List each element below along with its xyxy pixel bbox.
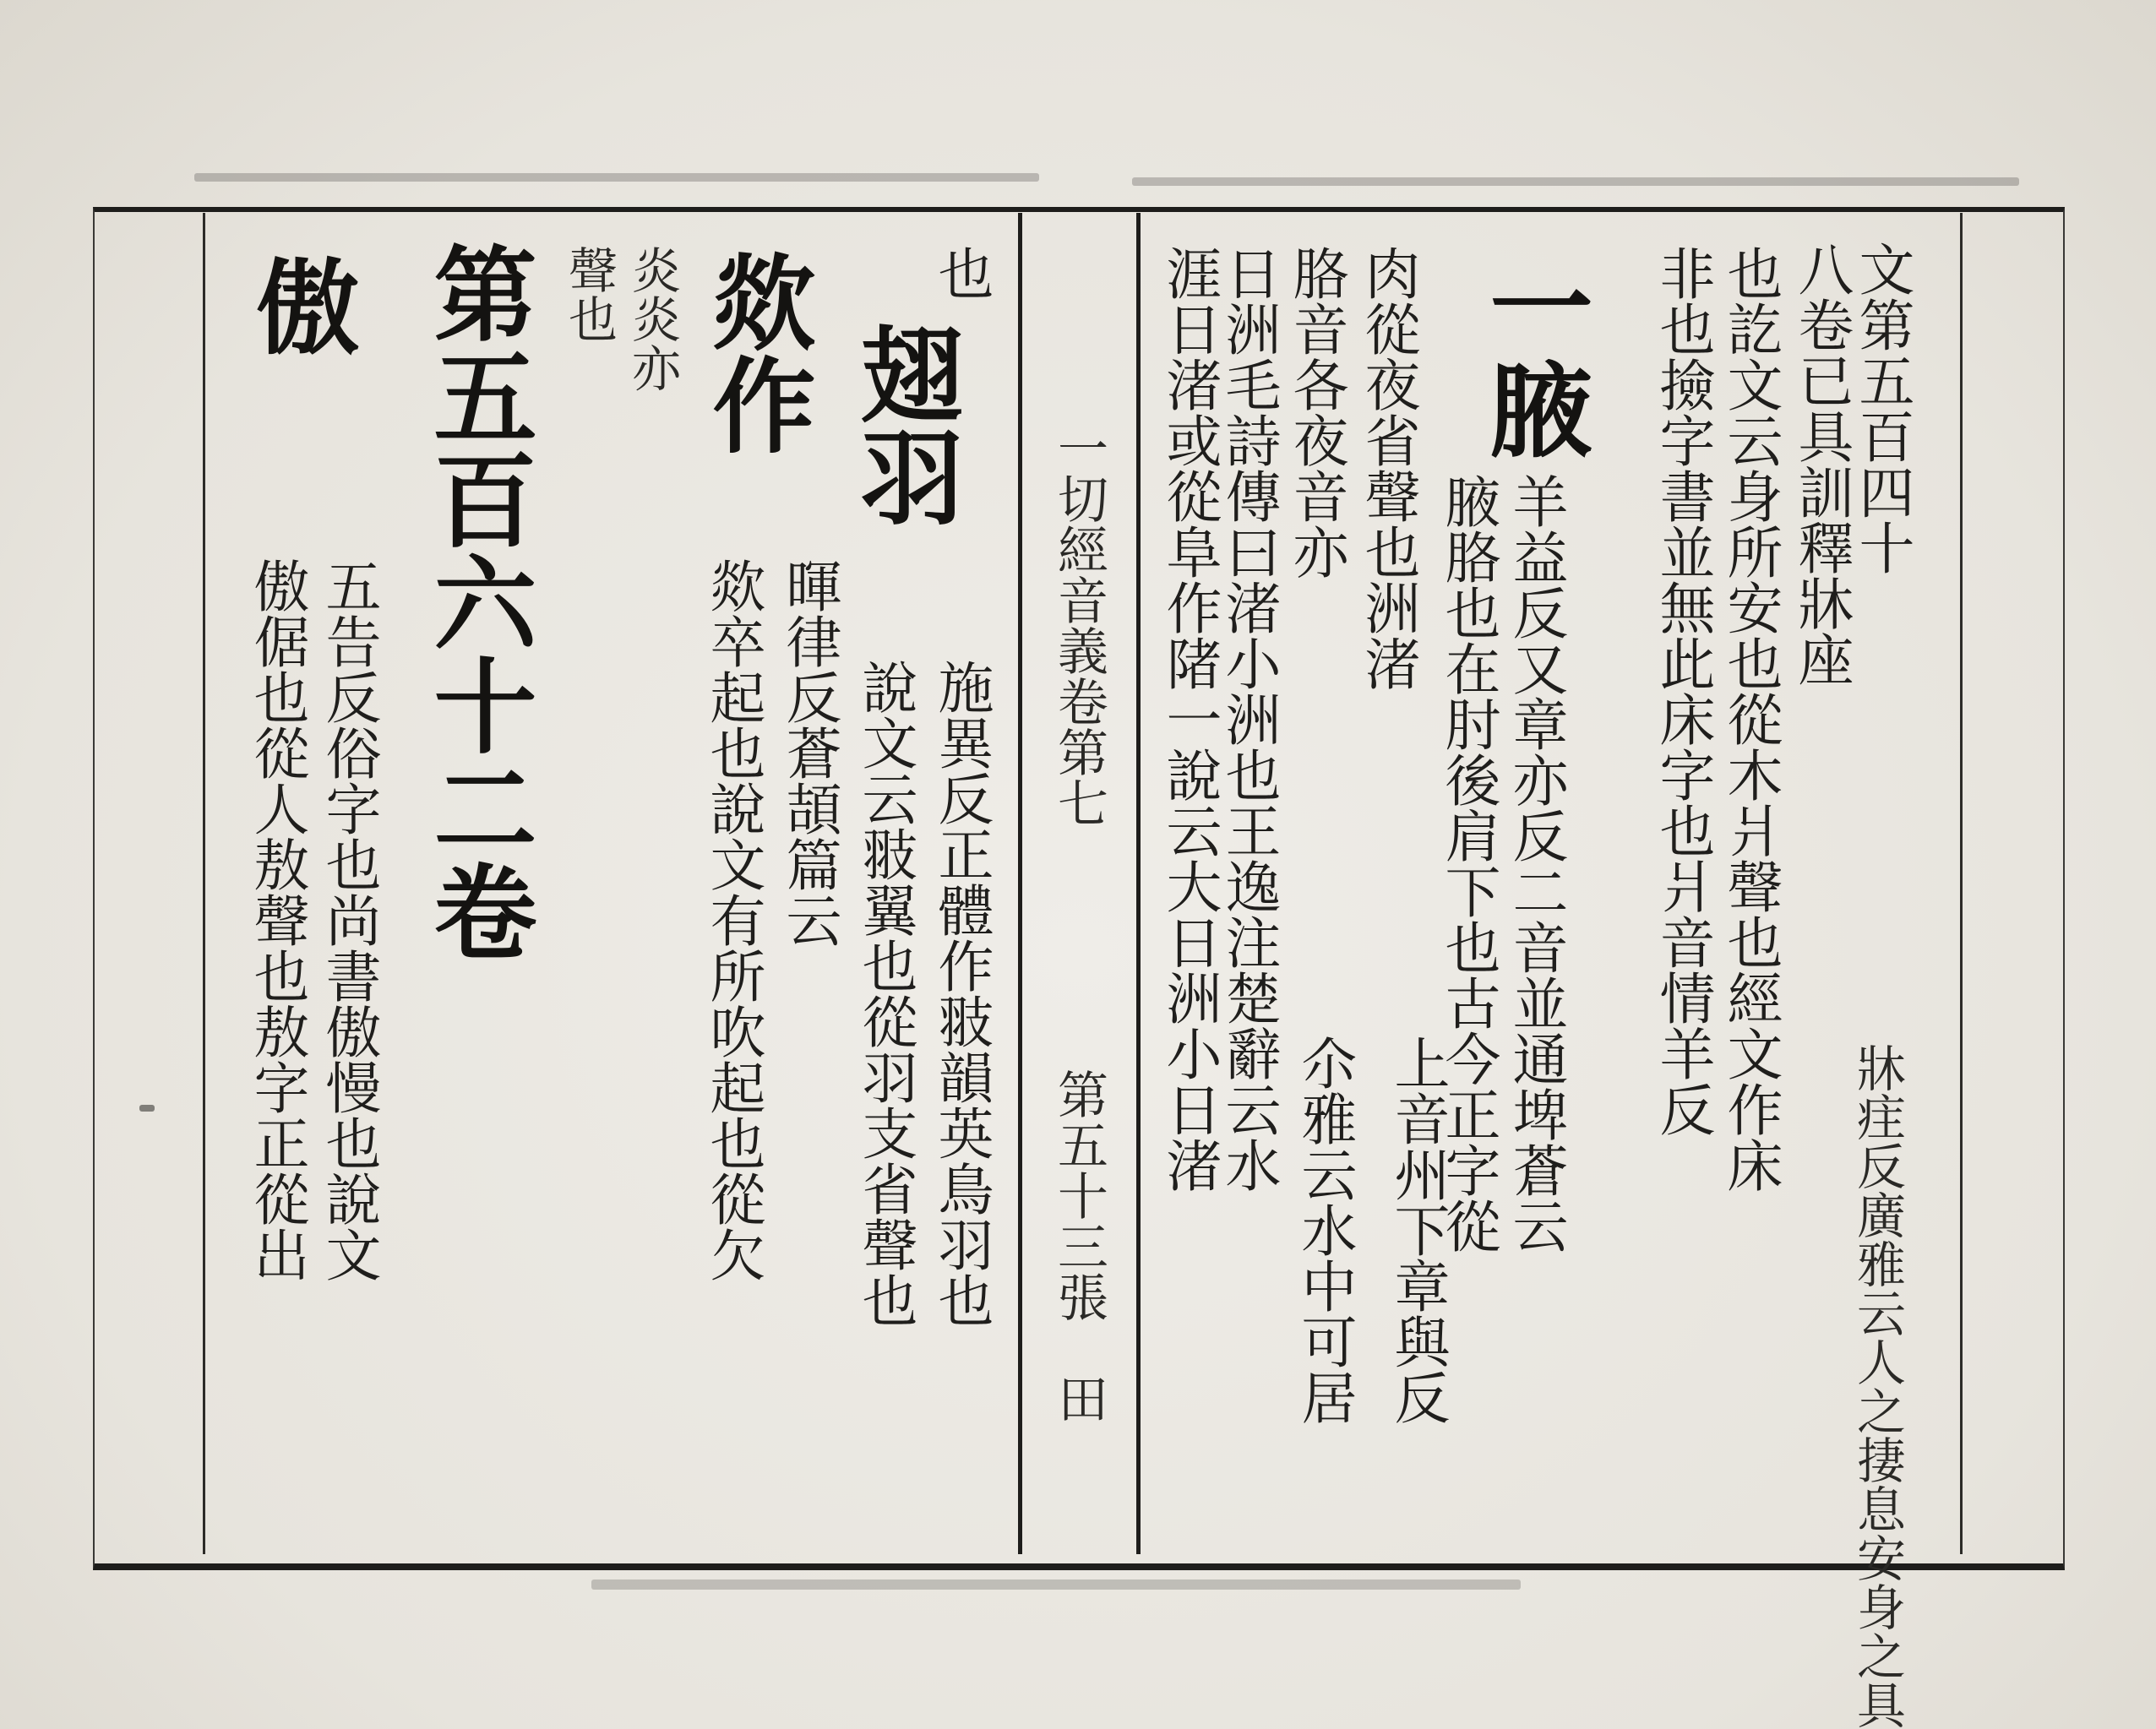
- text-column: 欻卒起也說文有所吹起也從欠: [700, 557, 765, 1282]
- text-column: 牀疰反廣雅云人之捿息安身之具: [1848, 1043, 1906, 1729]
- headword: 欻作: [695, 249, 817, 455]
- text-column: 胳音各夜音亦: [1283, 245, 1348, 579]
- text-column: 也: [928, 245, 994, 301]
- ink-smudge: [1132, 177, 2019, 186]
- frame-inner-rule-left: [203, 213, 205, 1554]
- headword: 翅羽: [843, 321, 965, 527]
- text-column: 日洲毛詩傳曰渚小洲也王逸注楚辭云水: [1216, 245, 1281, 1193]
- chapter-heading: 第五百六十二卷: [416, 241, 538, 962]
- sheet-number: 第五十三張: [1049, 1068, 1108, 1322]
- text-column: 非也撿字書並無此床字也爿音情羊反: [1650, 245, 1715, 1137]
- text-column: 文第五百四十: [1849, 241, 1914, 575]
- text-column: 聲也: [560, 245, 618, 343]
- headword: 一腋: [1473, 253, 1594, 459]
- text-column: 施異反正體作翄韻英鳥羽也: [928, 659, 994, 1328]
- text-column: 尒雅云水中可居: [1292, 1035, 1357, 1425]
- text-column: 羊益反又章亦反二音並通埤蒼云: [1503, 473, 1568, 1253]
- text-column: 八卷已具訓釋牀座: [1788, 241, 1854, 687]
- frame-inner-rule-right: [1960, 213, 1963, 1554]
- text-column: 肉從夜省聲也洲渚: [1355, 245, 1420, 691]
- ink-smudge: [591, 1579, 1521, 1590]
- fold-rule-right: [1136, 213, 1141, 1554]
- text-column: 傲倨也從人敖聲也敖字正從出: [244, 557, 309, 1282]
- text-column: 腋胳也在肘後肩下也古今正字從: [1435, 473, 1500, 1253]
- text-column: 暉律反蒼頡篇云: [776, 557, 841, 948]
- ink-smudge: [194, 173, 1039, 182]
- text-column: 說文云翄翼也從羽支省聲也: [852, 659, 917, 1328]
- text-column: 也訖文云身所安也從木爿聲也經文作床: [1718, 245, 1783, 1193]
- text-column: 炎炎亦: [623, 245, 681, 392]
- volume-title: 一切經音義卷第七: [1049, 422, 1108, 828]
- fold-rule-left: [1018, 213, 1022, 1554]
- text-column: 上音州下章與反: [1385, 1035, 1450, 1425]
- text-column: 五告反俗字也尚書傲慢也說文: [316, 557, 381, 1282]
- folio-mark: 田: [1049, 1373, 1108, 1423]
- headword: 傲: [239, 253, 361, 356]
- text-column: 涯日渚或從阜作陼一說云大日洲小日渚: [1157, 245, 1222, 1193]
